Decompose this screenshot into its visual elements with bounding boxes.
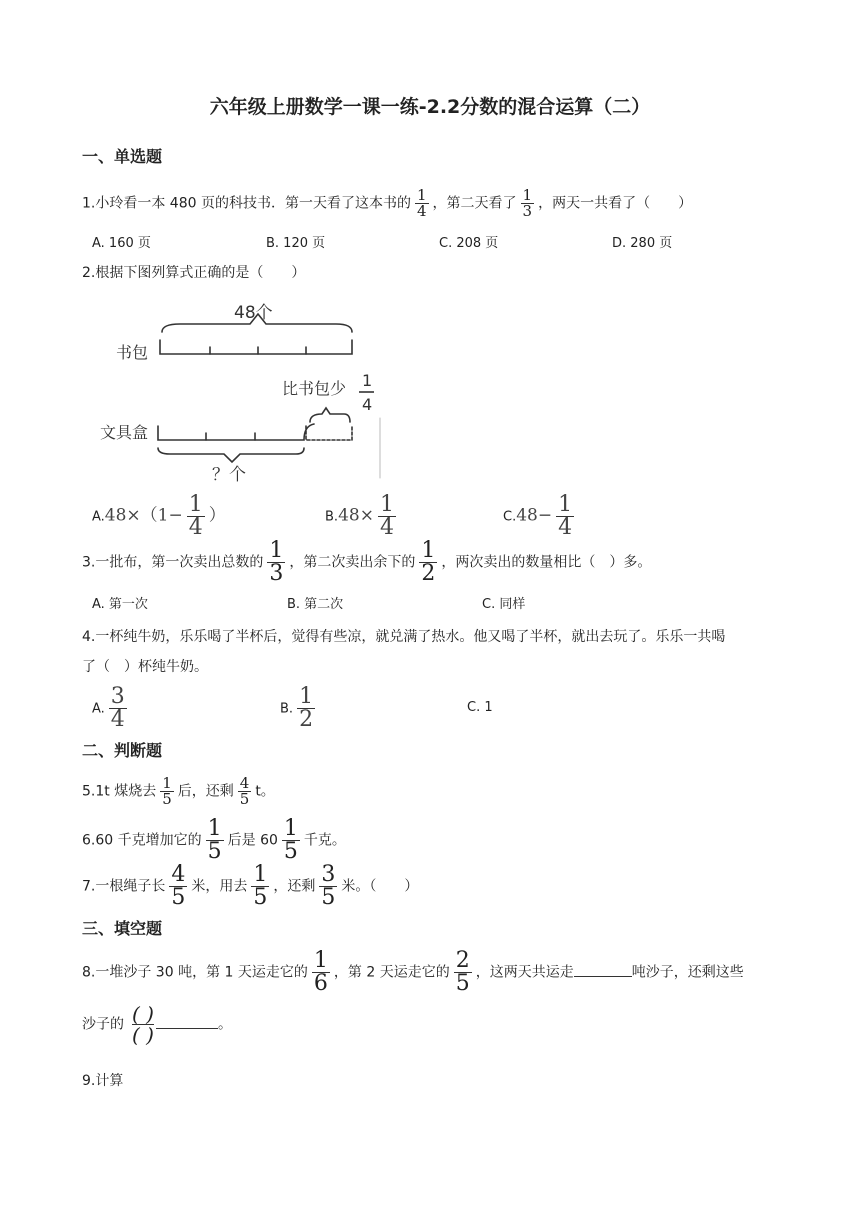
expression-end: ） [208,505,226,526]
blank-fraction[interactable] [132,1004,154,1045]
question-4-line-1: 4.一杯纯牛奶，乐乐喝了半杯后，觉得有些凉，就兑满了热水。他又喝了半杯，就出去玩了。乐乐一共喝 [82,629,726,645]
q4-option-a[interactable] [92,686,131,731]
q3-option-a[interactable]: A. 第一次 [92,597,148,612]
q1-text-a: 1.小玲看一本 480 页的科技书．第一天看了这本书的 [82,195,411,212]
q1-text-b: ，第二天看了 [432,195,517,212]
q8-text-line2b: 。 [217,1016,232,1033]
less-brace [310,408,350,422]
bottom-brace [158,448,304,462]
q4-option-c[interactable]: C. 1 [467,700,493,715]
denominator: 4 [110,707,125,732]
q1-option-c[interactable]: C. 208 页 [439,236,499,251]
less-numerator: 1 [362,371,373,390]
numerator: 1 [522,186,533,204]
q6-text-a: 6.60 千克增加它的 [82,832,202,849]
denominator: 2 [421,561,436,586]
q7-text-c: ，还剩 [273,878,316,895]
denominator: 5 [253,885,268,910]
blank-denominator: ( ) [132,1023,154,1047]
denominator: 3 [269,561,284,586]
q2-option-c[interactable] [503,494,578,539]
q7-text-d: 米。（ ） [341,878,419,895]
section-heading-true-false: 二、判断题 [82,741,163,760]
question-2-text: 2.根据下图列算式正确的是（ ） [82,265,306,281]
numerator: 1 [558,492,573,517]
top-label: 48个 [234,303,273,323]
fraction [206,818,224,863]
q2-option-a[interactable] [92,494,226,539]
q1-text-c: ，两天一共看了（ ） [538,195,693,212]
numerator: 1 [416,186,427,204]
fraction [267,540,285,585]
denominator: 4 [416,202,427,220]
q6-text-b: 后是 60 [227,832,278,849]
option-letter: A. [92,509,105,525]
denominator: 5 [171,885,186,910]
q6-text-c: 千克。 [303,832,346,849]
question-7 [82,864,418,909]
q5-text-c: t。 [255,783,275,800]
fraction [187,494,205,539]
numerator: 3 [110,684,125,709]
fraction [454,950,472,995]
fraction [169,864,187,909]
section-heading-single-choice: 一、单选题 [82,147,163,166]
question-1 [82,188,692,219]
question-5 [82,776,275,807]
question-4-line-2: 了（ ）杯纯牛奶。 [82,659,208,675]
less-label: 比书包少 [282,379,347,398]
q3-option-b[interactable]: B. 第二次 [287,597,344,612]
numerator: 1 [421,538,436,563]
denominator: 4 [188,515,203,540]
row-label-pencilcase: 文具盒 [100,423,149,442]
q5-text-a: 5.1t 煤烧去 [82,783,157,800]
denominator: 2 [299,707,314,732]
q8-text-a: 8.一堆沙子 30 吨，第 1 天运走它的 [82,964,308,981]
fraction [521,188,535,219]
denominator: 5 [239,790,250,808]
numerator: 1 [313,948,328,973]
option-letter: A. [92,701,105,717]
expression: 48× [338,505,374,526]
fraction [419,540,437,585]
q3-option-c[interactable]: C. 同样 [482,597,526,612]
row-label-bookbag: 书包 [116,343,149,362]
numerator: 1 [299,684,314,709]
q3-text-b: ，第二次卖出余下的 [289,554,416,571]
fraction [109,686,127,731]
q2-option-b[interactable] [325,494,400,539]
numerator: 1 [188,492,203,517]
denominator: 5 [207,839,222,864]
fraction [238,776,252,807]
fraction [415,188,429,219]
q4-option-b[interactable] [280,686,319,731]
numerator: 2 [455,948,470,973]
denominator: 5 [455,971,470,996]
section-heading-fill-blank: 三、填空题 [82,919,163,938]
numerator: 1 [162,774,172,792]
q7-text-b: 米，用去 [191,878,248,895]
numerator: 1 [253,862,268,887]
denominator: 5 [321,885,336,910]
denominator: 4 [558,515,573,540]
denominator: 4 [379,515,394,540]
fraction [251,864,269,909]
page-title: 六年级上册数学一课一练-2.2分数的混合运算（二） [209,96,651,118]
q1-option-d[interactable]: D. 280 页 [612,236,673,251]
pencilcase-bar [158,424,314,440]
q8-text-line2a: 沙子的 [82,1016,124,1033]
option-letter: C. [503,509,517,525]
fraction [297,686,315,731]
denominator: 5 [162,790,172,808]
question-6 [82,818,346,863]
fraction [312,950,330,995]
question-9: 9.计算 [82,1073,124,1089]
denominator: 6 [313,971,328,996]
fraction [160,776,174,807]
numerator: 1 [207,816,222,841]
numerator: 3 [321,862,336,887]
q8-text-d: 吨沙子，还剩这些 [631,964,744,981]
denominator: 5 [283,839,298,864]
q5-text-b: 后，还剩 [177,783,234,800]
numerator: 4 [171,862,186,887]
question-8-line-2 [82,1004,232,1045]
q3-text-c: ，两次卖出的数量相比（ ）多。 [441,554,652,571]
q7-text-a: 7.一根绳子长 [82,878,166,895]
q3-text-a: 3.一批布，第一次卖出总数的 [82,554,264,571]
q1-option-b[interactable]: B. 120 页 [266,236,326,251]
bookbag-bar [160,340,352,354]
numerator: 1 [379,492,394,517]
bar-diagram [100,298,400,488]
bottom-label: ？个 [212,465,246,485]
question-3 [82,540,651,585]
missing-part [306,426,352,440]
fraction [319,864,337,909]
fraction [282,818,300,863]
q8-text-b: ，第 2 天运走它的 [333,964,450,981]
option-letter: B. [325,509,339,525]
fraction [556,494,574,539]
denominator: 3 [522,202,533,220]
answer-blank-tons[interactable] [574,962,632,977]
less-denominator: 4 [362,395,373,414]
numerator: 1 [283,816,298,841]
fraction [378,494,396,539]
answer-blank-fraction[interactable] [156,1014,218,1029]
q1-option-a[interactable]: A. 160 页 [92,236,151,251]
expression: 48×（1− [104,505,183,526]
question-8-line-1 [82,950,744,995]
expression: 48− [516,505,553,526]
blank-numerator: ( ) [132,1002,154,1026]
numerator: 1 [269,538,284,563]
option-letter: B. [280,701,294,717]
q8-text-c: ，这两天共运走 [475,964,574,981]
numerator: 4 [239,774,250,792]
